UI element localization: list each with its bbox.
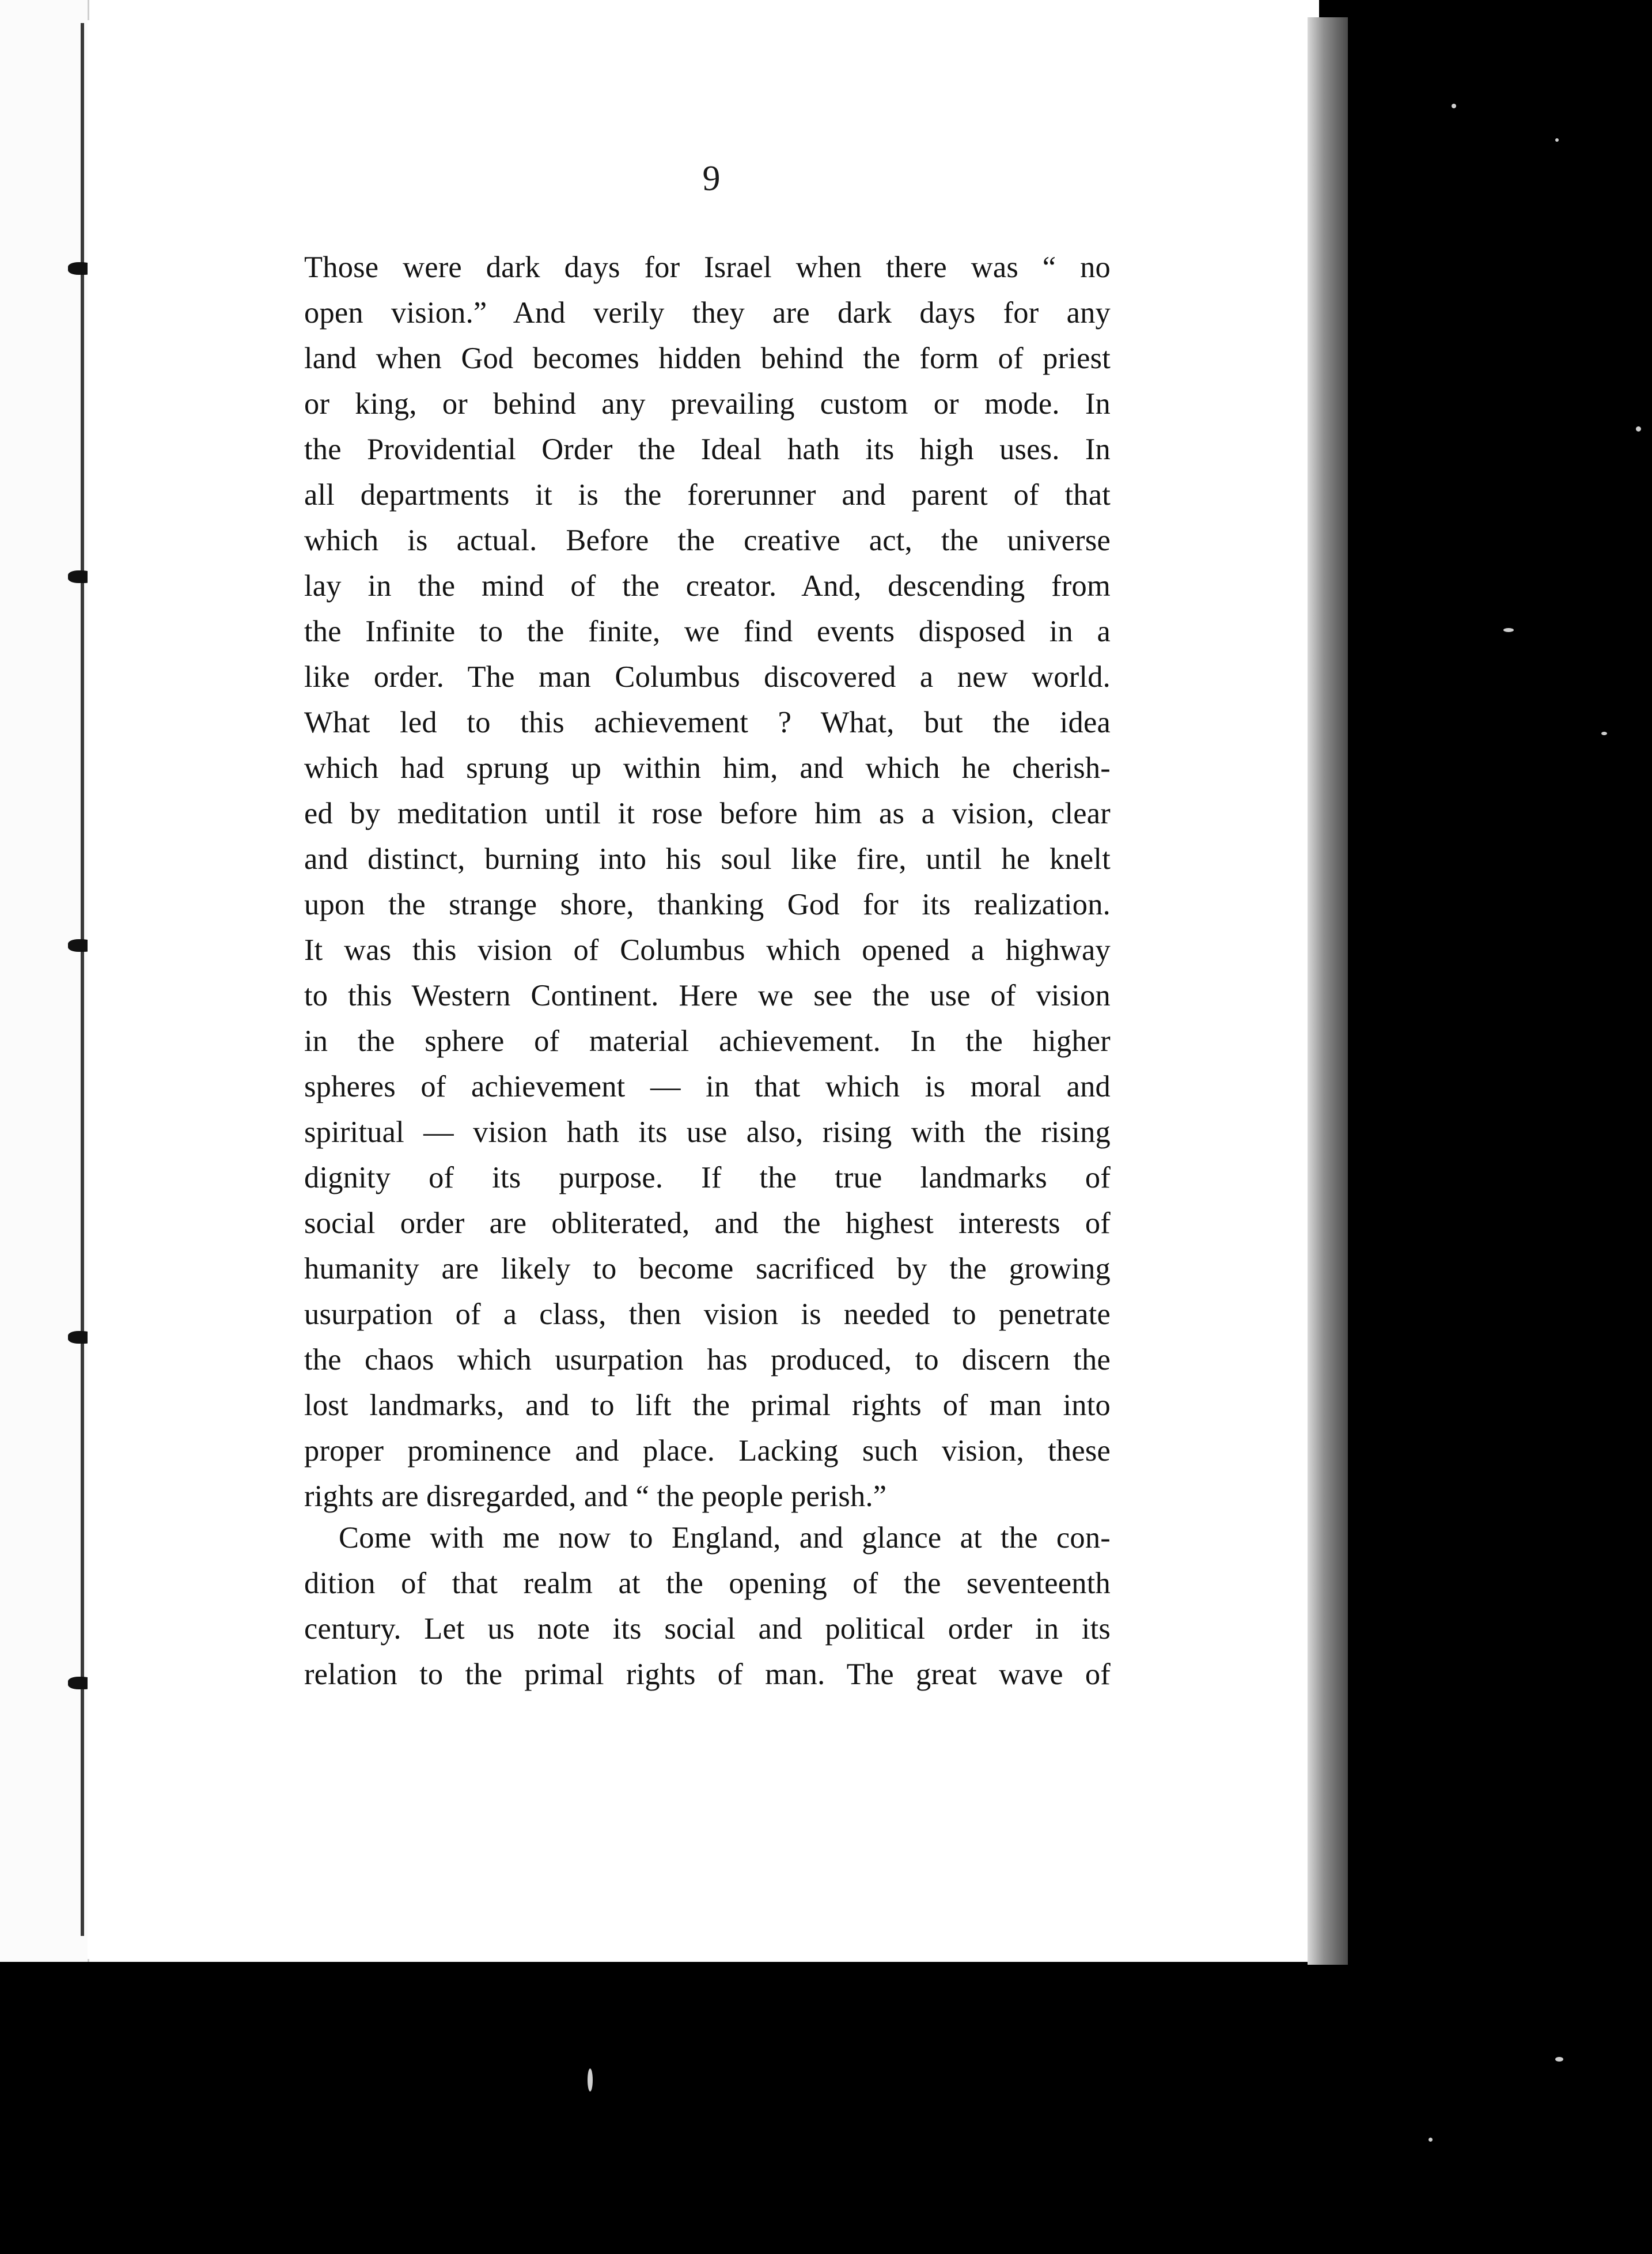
text-line: spiritual — vision hath its use also, rising with the rising	[304, 1115, 1111, 1149]
binding-line	[81, 23, 84, 1936]
text-line: the Providential Order the Ideal hath its high uses. In	[304, 433, 1111, 466]
text-line: social order are obliterated, and the highest interests of	[304, 1207, 1111, 1240]
facing-page-edge	[0, 0, 89, 1962]
text-line: lost landmarks, and to lift the primal rights of man into	[304, 1389, 1111, 1422]
text-line: proper prominence and place. Lacking such vision, these	[304, 1434, 1111, 1468]
paragraph	[304, 1515, 1111, 1697]
text-line: spheres of achievement — in that which is moral and	[304, 1070, 1111, 1103]
text-line: ed by meditation until it rose before him as a vision, clear	[304, 797, 1111, 830]
text-line: land when God becomes hidden behind the form of priest	[304, 342, 1111, 375]
text-line: humanity are likely to become sacrificed by the growing	[304, 1252, 1111, 1285]
text-line: lay in the mind of the creator. And, descending from	[304, 569, 1111, 603]
text-line: which had sprung up within him, and which he cherish-	[304, 751, 1111, 785]
text-line: usurpation of a class, then vision is needed to penetrate	[304, 1298, 1111, 1331]
scan-speck	[1429, 2138, 1433, 2142]
paragraph	[304, 245, 1111, 1519]
text-line: What led to this achievement ? What, but the idea	[304, 706, 1111, 739]
text-line: which is actual. Before the creative act, the universe	[304, 524, 1111, 557]
text-line: all departments it is the forerunner and parent of that	[304, 478, 1111, 512]
page-edge-shadow	[1308, 17, 1348, 1965]
text-line: the Infinite to the finite, we find events disposed in a	[304, 615, 1111, 648]
page-number: 9	[702, 159, 721, 198]
text-line: dignity of its purpose. If the true landmarks of	[304, 1161, 1111, 1194]
scan-speck	[1555, 138, 1559, 142]
scan-speck	[1636, 426, 1641, 432]
text-line: open vision.” And verily they are dark days for any	[304, 296, 1111, 330]
scan-speck	[1601, 732, 1607, 735]
text-line: rights are disregarded, and “ the people perish.”	[304, 1480, 887, 1513]
scan-speck	[1503, 628, 1514, 632]
scan-speck	[1452, 104, 1456, 108]
text-line: the chaos which usurpation has produced, to discern the	[304, 1343, 1111, 1376]
text-line: to this Western Continent. Here we see the use of vision	[304, 979, 1111, 1012]
scan-speck	[1555, 2057, 1563, 2062]
text-line: in the sphere of material achievement. In the higher	[304, 1024, 1111, 1058]
text-line: like order. The man Columbus discovered a new world.	[304, 660, 1111, 694]
text-line: and distinct, burning into his soul like fire, until he knelt	[304, 842, 1111, 876]
text-line: It was this vision of Columbus which opened a highway	[304, 933, 1111, 967]
text-line: dition of that realm at the opening of the seventeenth	[304, 1567, 1111, 1600]
text-line: Those were dark days for Israel when there was “ no	[304, 251, 1111, 284]
text-line: Come with me now to England, and glance at the con-	[339, 1521, 1111, 1555]
scan-speck	[588, 2068, 593, 2092]
text-line: upon the strange shore, thanking God for its realization.	[304, 888, 1111, 921]
text-line: relation to the primal rights of man. The great wave of	[304, 1658, 1111, 1691]
text-line: or king, or behind any prevailing custom or mode. In	[304, 387, 1111, 421]
text-line: century. Let us note its social and political order in its	[304, 1612, 1111, 1646]
